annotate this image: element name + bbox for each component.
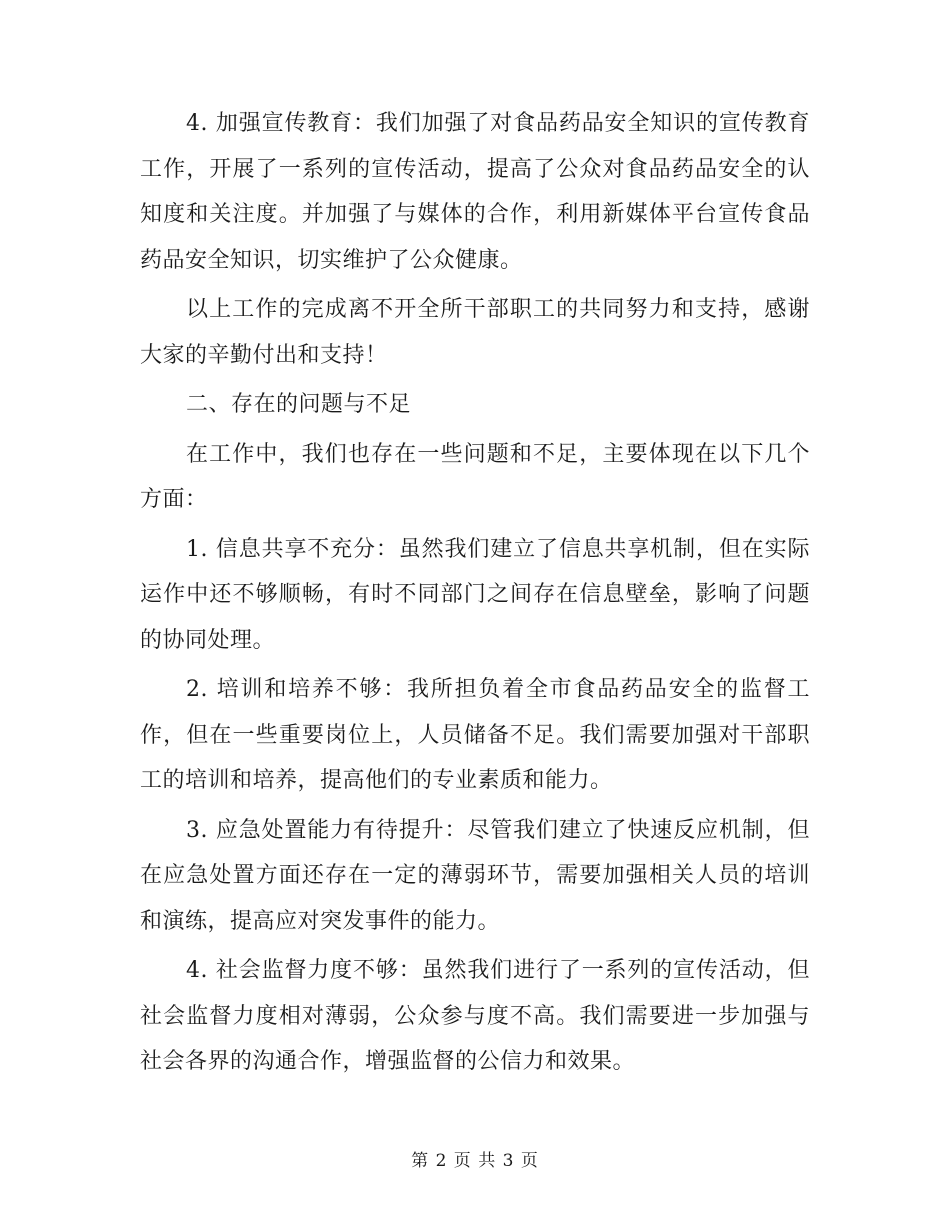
paragraph-info-sharing: 1. 信息共享不充分：虽然我们建立了信息共享机制，但在实际运作中还不够顺畅，有时不同部门之间存在信息壁垒，影响了问题的协同处理。 [140,536,810,653]
paragraph-training: 2. 培训和培养不够：我所担负着全市食品药品安全的监督工作，但在一些重要岗位上，人员储备不足。我们需要加强对干部职工的培训和培养，提高他们的专业素质和能力。 [140,677,810,793]
paragraph-social-supervision: 4. 社会监督力度不够：虽然我们进行了一系列的宣传活动，但社会监督力度相对薄弱，公众参与度不高。我们需要进一步加强与社会各界的沟通合作，增强监督的公信力和效果。 [140,958,810,1074]
paragraph-emergency-response: 3. 应急处置能力有待提升：尽管我们建立了快速反应机制，但在应急处置方面还存在一定的薄弱环节，需要加强相关人员的培训和演练，提高应对突发事件的能力。 [140,817,810,934]
section-heading-problems: 二、存在的问题与不足 [186,392,412,417]
paragraph-problems-intro: 在工作中，我们也存在一些问题和不足，主要体现在以下几个方面： [140,441,810,512]
document-body [140,101,810,1089]
paragraph-publicity-education: 4. 加强宣传教育：我们加强了对食品药品安全知识的宣传教育工作，开展了一系列的宣传活动，提高了公众对食品药品安全的认知度和关注度。并加强了与媒体的合作，利用新媒体平台宣传食品药品安全知识，切实维护了公众健康。 [140,111,810,273]
page-footer: 第 2 页 共 3 页 [411,1151,539,1171]
paragraph-acknowledgement: 以上工作的完成离不开全所干部职工的共同努力和支持，感谢大家的辛勤付出和支持！ [140,297,810,368]
